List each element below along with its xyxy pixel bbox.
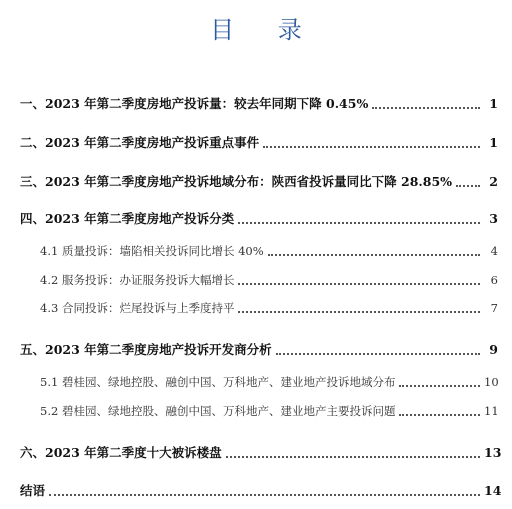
toc-entry-6[interactable] (20, 443, 502, 461)
dot-leader (268, 254, 480, 256)
dot-leader (238, 283, 480, 285)
toc-entry-5[interactable] (20, 340, 498, 358)
toc-entry-label: 4.2 服务投诉：办证服务投诉大幅增长 (40, 273, 235, 287)
toc-entry-label: 六、2023 年第二季度十大被诉楼盘 (20, 445, 222, 460)
dot-leader (238, 222, 480, 224)
toc-entry-conclusion[interactable] (20, 481, 502, 499)
dot-leader (456, 185, 480, 187)
toc-entry-label: 5.1 碧桂园、绿地控股、融创中国、万科地产、建业地产投诉地域分布 (40, 375, 396, 389)
toc-page-number: 11 (484, 404, 499, 418)
toc-page-number: 6 (490, 273, 498, 287)
toc-entry-label: 结语 (20, 483, 46, 498)
toc-page-number: 13 (484, 445, 502, 460)
toc-subentry-4-1[interactable] (40, 241, 498, 259)
toc-subentry-5-2[interactable] (40, 401, 498, 419)
toc-subentry-4-3[interactable] (40, 298, 498, 316)
toc-page-number: 9 (489, 342, 498, 357)
dot-leader (399, 385, 480, 387)
toc-page-number: 3 (489, 211, 498, 226)
toc-entry-1[interactable] (20, 94, 498, 112)
toc-subentry-4-2[interactable] (40, 270, 498, 288)
dot-leader (238, 311, 480, 313)
toc-entry-label: 五、2023 年第二季度房地产投诉开发商分析 (20, 342, 272, 357)
toc-page-number: 1 (489, 96, 498, 111)
toc-entry-label: 4.3 合同投诉：烂尾投诉与上季度持平 (40, 301, 235, 315)
toc-entry-label: 一、2023 年第二季度房地产投诉量：较去年同期下降 0.45% (20, 96, 369, 111)
toc-entry-2[interactable] (20, 133, 498, 151)
toc-page-number: 10 (484, 375, 499, 389)
toc-page-number: 7 (490, 301, 498, 315)
toc-entry-label: 三、2023 年第二季度房地产投诉地域分布：陕西省投诉量同比下降 28.85% (20, 174, 453, 189)
page-title: 目 录 (210, 16, 320, 44)
toc-page-number: 14 (484, 483, 502, 498)
toc-entry-label: 四、2023 年第二季度房地产投诉分类 (20, 211, 235, 226)
dot-leader (263, 146, 480, 148)
dot-leader (226, 456, 480, 458)
toc-page-number: 1 (489, 135, 498, 150)
dot-leader (49, 494, 480, 496)
dot-leader (399, 414, 480, 416)
toc-entry-label: 4.1 质量投诉：墙陷相关投诉同比增长 40% (40, 244, 264, 258)
toc-page-number: 2 (489, 174, 498, 189)
toc-entry-4[interactable] (20, 209, 498, 227)
toc-entry-label: 二、2023 年第二季度房地产投诉重点事件 (20, 135, 260, 150)
toc-page-number: 4 (490, 244, 498, 258)
dot-leader (372, 107, 480, 109)
toc-entry-3[interactable] (20, 172, 498, 190)
toc-entry-label: 5.2 碧桂园、绿地控股、融创中国、万科地产、建业地产主要投诉问题 (40, 404, 396, 418)
dot-leader (276, 353, 480, 355)
toc-subentry-5-1[interactable] (40, 372, 498, 390)
